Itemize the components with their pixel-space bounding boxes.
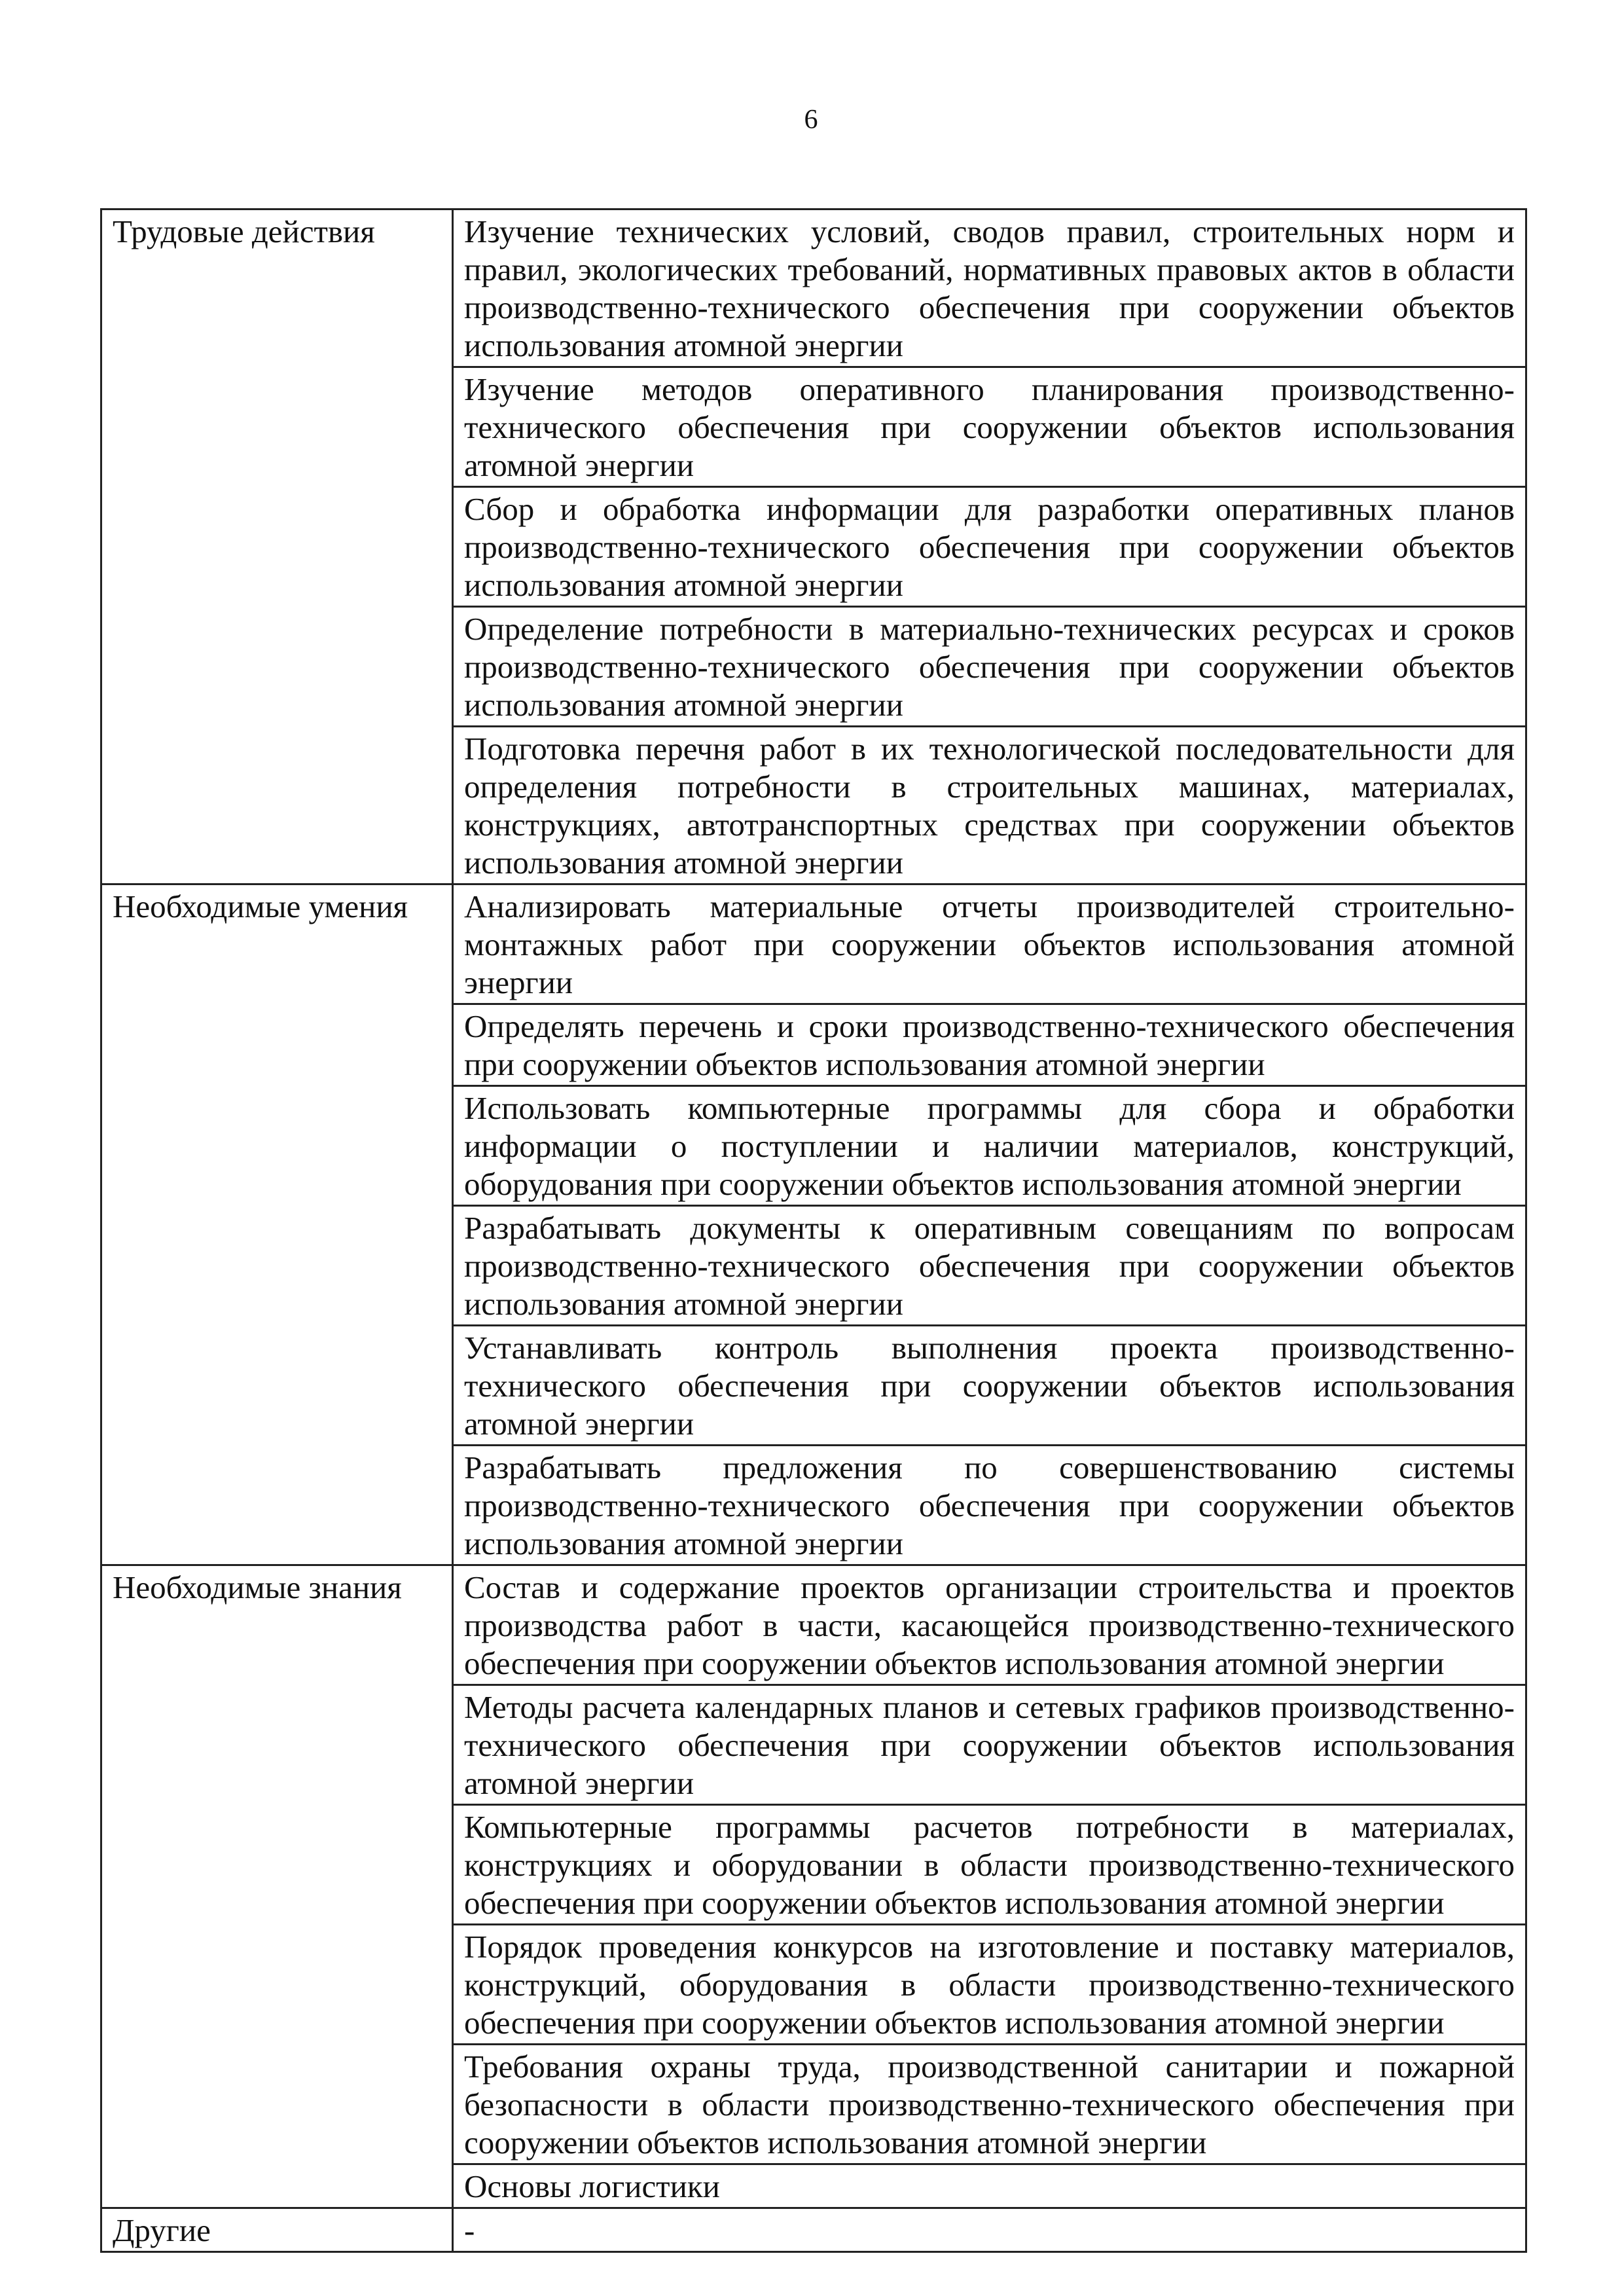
table-cell: Разрабатывать предложения по совершенствованию системы производственно-технического обеспечения при сооружении объектов использования атомной энергии xyxy=(453,1446,1526,1565)
table-cell: Разрабатывать документы к оперативным совещаниям по вопросам производственно-технического обеспечения при сооружении объектов использования атомной энергии xyxy=(453,1206,1526,1326)
table-cell: Компьютерные программы расчетов потребности в материалах, конструкциях и оборудовании в области производственно-технического обеспечения при сооружении объектов использования атомной энергии xyxy=(453,1805,1526,1925)
table-cell: Использовать компьютерные программы для сбора и обработки информации о поступлении и наличии материалов, конструкций, оборудования при сооружении объектов использования атомной энергии xyxy=(453,1086,1526,1206)
table-row xyxy=(101,210,1526,367)
table-cell: Требования охраны труда, производственной санитарии и пожарной безопасности в области производственно-технического обеспечения при сооружении объектов использования атомной энергии xyxy=(453,2045,1526,2164)
table-cell: Изучение технических условий, сводов правил, строительных норм и правил, экологических требований, нормативных правовых актов в области производственно-технического обеспечения при сооружении объектов использования атомной энергии xyxy=(453,210,1526,367)
table-cell: Состав и содержание проектов организации строительства и проектов производства работ в части, касающейся производственно-технического обеспечения при сооружении объектов использования атомной энергии xyxy=(453,1565,1526,1685)
section-label-labor-actions: Трудовые действия xyxy=(101,210,453,884)
section-label-required-knowledge: Необходимые знания xyxy=(101,1565,453,2208)
table-cell: - xyxy=(453,2208,1526,2252)
section-label-other: Другие xyxy=(101,2208,453,2252)
section-label-required-skills: Необходимые умения xyxy=(101,884,453,1565)
table-cell: Порядок проведения конкурсов на изготовление и поставку материалов, конструкций, оборудования в области производственно-технического обеспечения при сооружении объектов использования атомной энергии xyxy=(453,1925,1526,2045)
table-cell: Изучение методов оперативного планирования производственно-технического обеспечения при сооружении объектов использования атомной энергии xyxy=(453,367,1526,487)
table-cell: Определять перечень и сроки производственно-технического обеспечения при сооружении объектов использования атомной энергии xyxy=(453,1004,1526,1086)
table-cell: Определение потребности в материально-технических ресурсах и сроков производственно-технического обеспечения при сооружении объектов использования атомной энергии xyxy=(453,607,1526,727)
table-cell: Методы расчета календарных планов и сетевых графиков производственно-технического обеспечения при сооружении объектов использования атомной энергии xyxy=(453,1685,1526,1805)
table-row xyxy=(101,2208,1526,2252)
table-cell: Основы логистики xyxy=(453,2164,1526,2208)
table-row xyxy=(101,884,1526,1004)
table-cell: Подготовка перечня работ в их технологической последовательности для определения потребности в строительных машинах, материалах, конструкциях, автотранспортных средствах при сооружении объектов использования атомной энергии xyxy=(453,727,1526,884)
table-cell: Сбор и обработка информации для разработки оперативных планов производственно-технического обеспечения при сооружении объектов использования атомной энергии xyxy=(453,487,1526,607)
table-cell: Анализировать материальные отчеты производителей строительно-монтажных работ при сооружении объектов использования атомной энергии xyxy=(453,884,1526,1004)
page-number: 6 xyxy=(804,105,818,135)
table-cell: Устанавливать контроль выполнения проекта производственно-технического обеспечения при сооружении объектов использования атомной энергии xyxy=(453,1326,1526,1446)
labor-function-table xyxy=(100,208,1527,2253)
table-row xyxy=(101,1565,1526,1685)
